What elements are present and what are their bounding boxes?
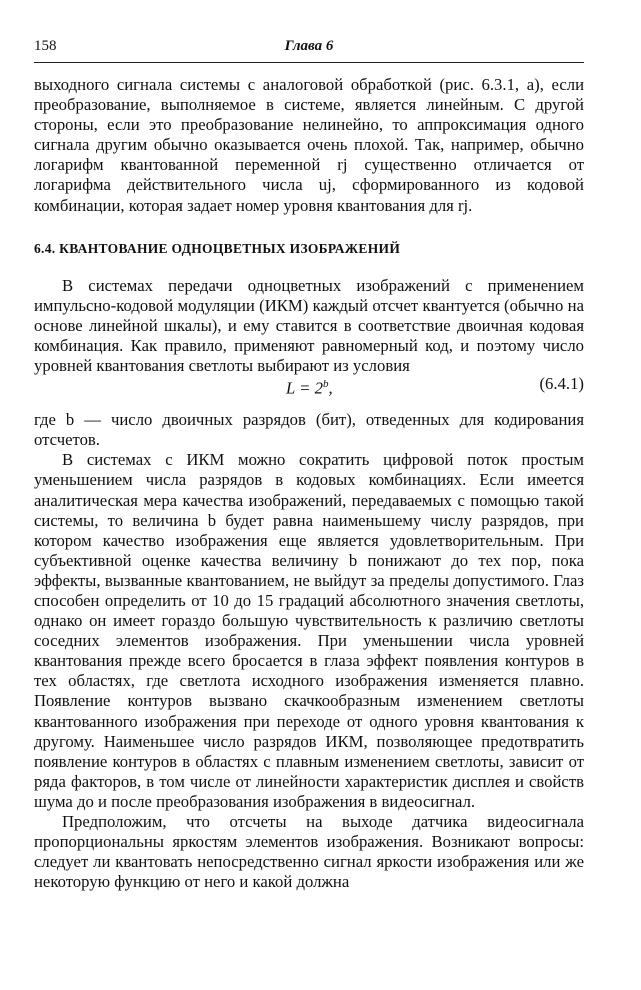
book-page	[34, 38, 584, 892]
header-rule	[34, 62, 584, 63]
equation-expression: $L = 2^b$,	[286, 378, 333, 398]
equation-exponent: b	[322, 378, 329, 391]
page-number: 158	[34, 38, 57, 54]
equation-number: (6.4.1)	[539, 374, 584, 394]
running-header	[34, 38, 584, 60]
chapter-title: Глава 6	[284, 38, 334, 54]
paragraph-assumption: Предположим, что отсчеты на выходе датчика видеосигнала пропорциональны яркостям элементов изображения. Возникают вопросы: следует ли квантовать непосредственно сигнал яркости изображения или же некоторую функцию от него и какой должна	[34, 812, 584, 892]
paragraph-intro: В системах передачи одноцветных изображений с применением импульсно-кодовой модуляции (ИКМ) каждый отсчет квантуется (обычно на основе линейной шкалы), и ему ставится в соответствие двоичная кодовая комбинация. Как правило, применяют равномерный код, и поэтому число уровней квантования светлоты выбирают из условия	[34, 275, 584, 376]
equation-6-4-1	[34, 374, 584, 402]
paragraph-continued: выходного сигнала системы с аналоговой обработкой (рис. 6.3.1, а), если преобразование, выполняемое в системе, является линейным. С другой стороны, если это преобразование нелинейно, то аппроксимация одного сигнала другим обычно оказывается очень плохой. Так, например, обычно логарифм квантованной переменной rj существенно отличается от логарифма действительного числа uj, сформированного из кодовой комбинации, которая задает номер уровня квантования для rj.	[34, 75, 584, 215]
paragraph-ikm: В системах с ИКМ можно сократить цифровой поток простым уменьшением числа разрядов в кодовых комбинациях. Если имеется аналитическая мера качества изображений, передаваемых с помощью такой системы, то величина b будет равна наименьшему числу разрядов, при котором качество изображения еще является удовлетворительным. При субъективной оценке качества величину b понижают до тех пор, пока эффекты, вызванные квантованием, не выйдут за пределы допустимого. Глаз способен определить от 10 до 15 градаций абсолютного значения светлоты, однако он имеет гораздо большую чувствительность к различию светлоты соседних элементов изображения. При уменьшении числа уровней квантования прежде всего бросается в глаза эффект появления контуров в тех областях, где светлота исходного изображения изменяется плавно. Появление контуров вызвано скачкообразным изменением светлоты квантованного изображения при переходе от одного уровня квантования к другому. Наименьшее число разрядов ИКМ, позволяющее предотвратить появление контуров в областях с плавным изменением светлоты, зависит от ряда факторов, в том числе от линейности характеристик дисплея и свойств шума до и после преобразования изображения в видеосигнал.	[34, 450, 584, 811]
section-heading: 6.4. КВАНТОВАНИЕ ОДНОЦВЕТНЫХ ИЗОБРАЖЕНИЙ	[34, 240, 401, 256]
paragraph-definition: где b — число двоичных разрядов (бит), отведенных для кодирования отсчетов.	[34, 410, 584, 450]
